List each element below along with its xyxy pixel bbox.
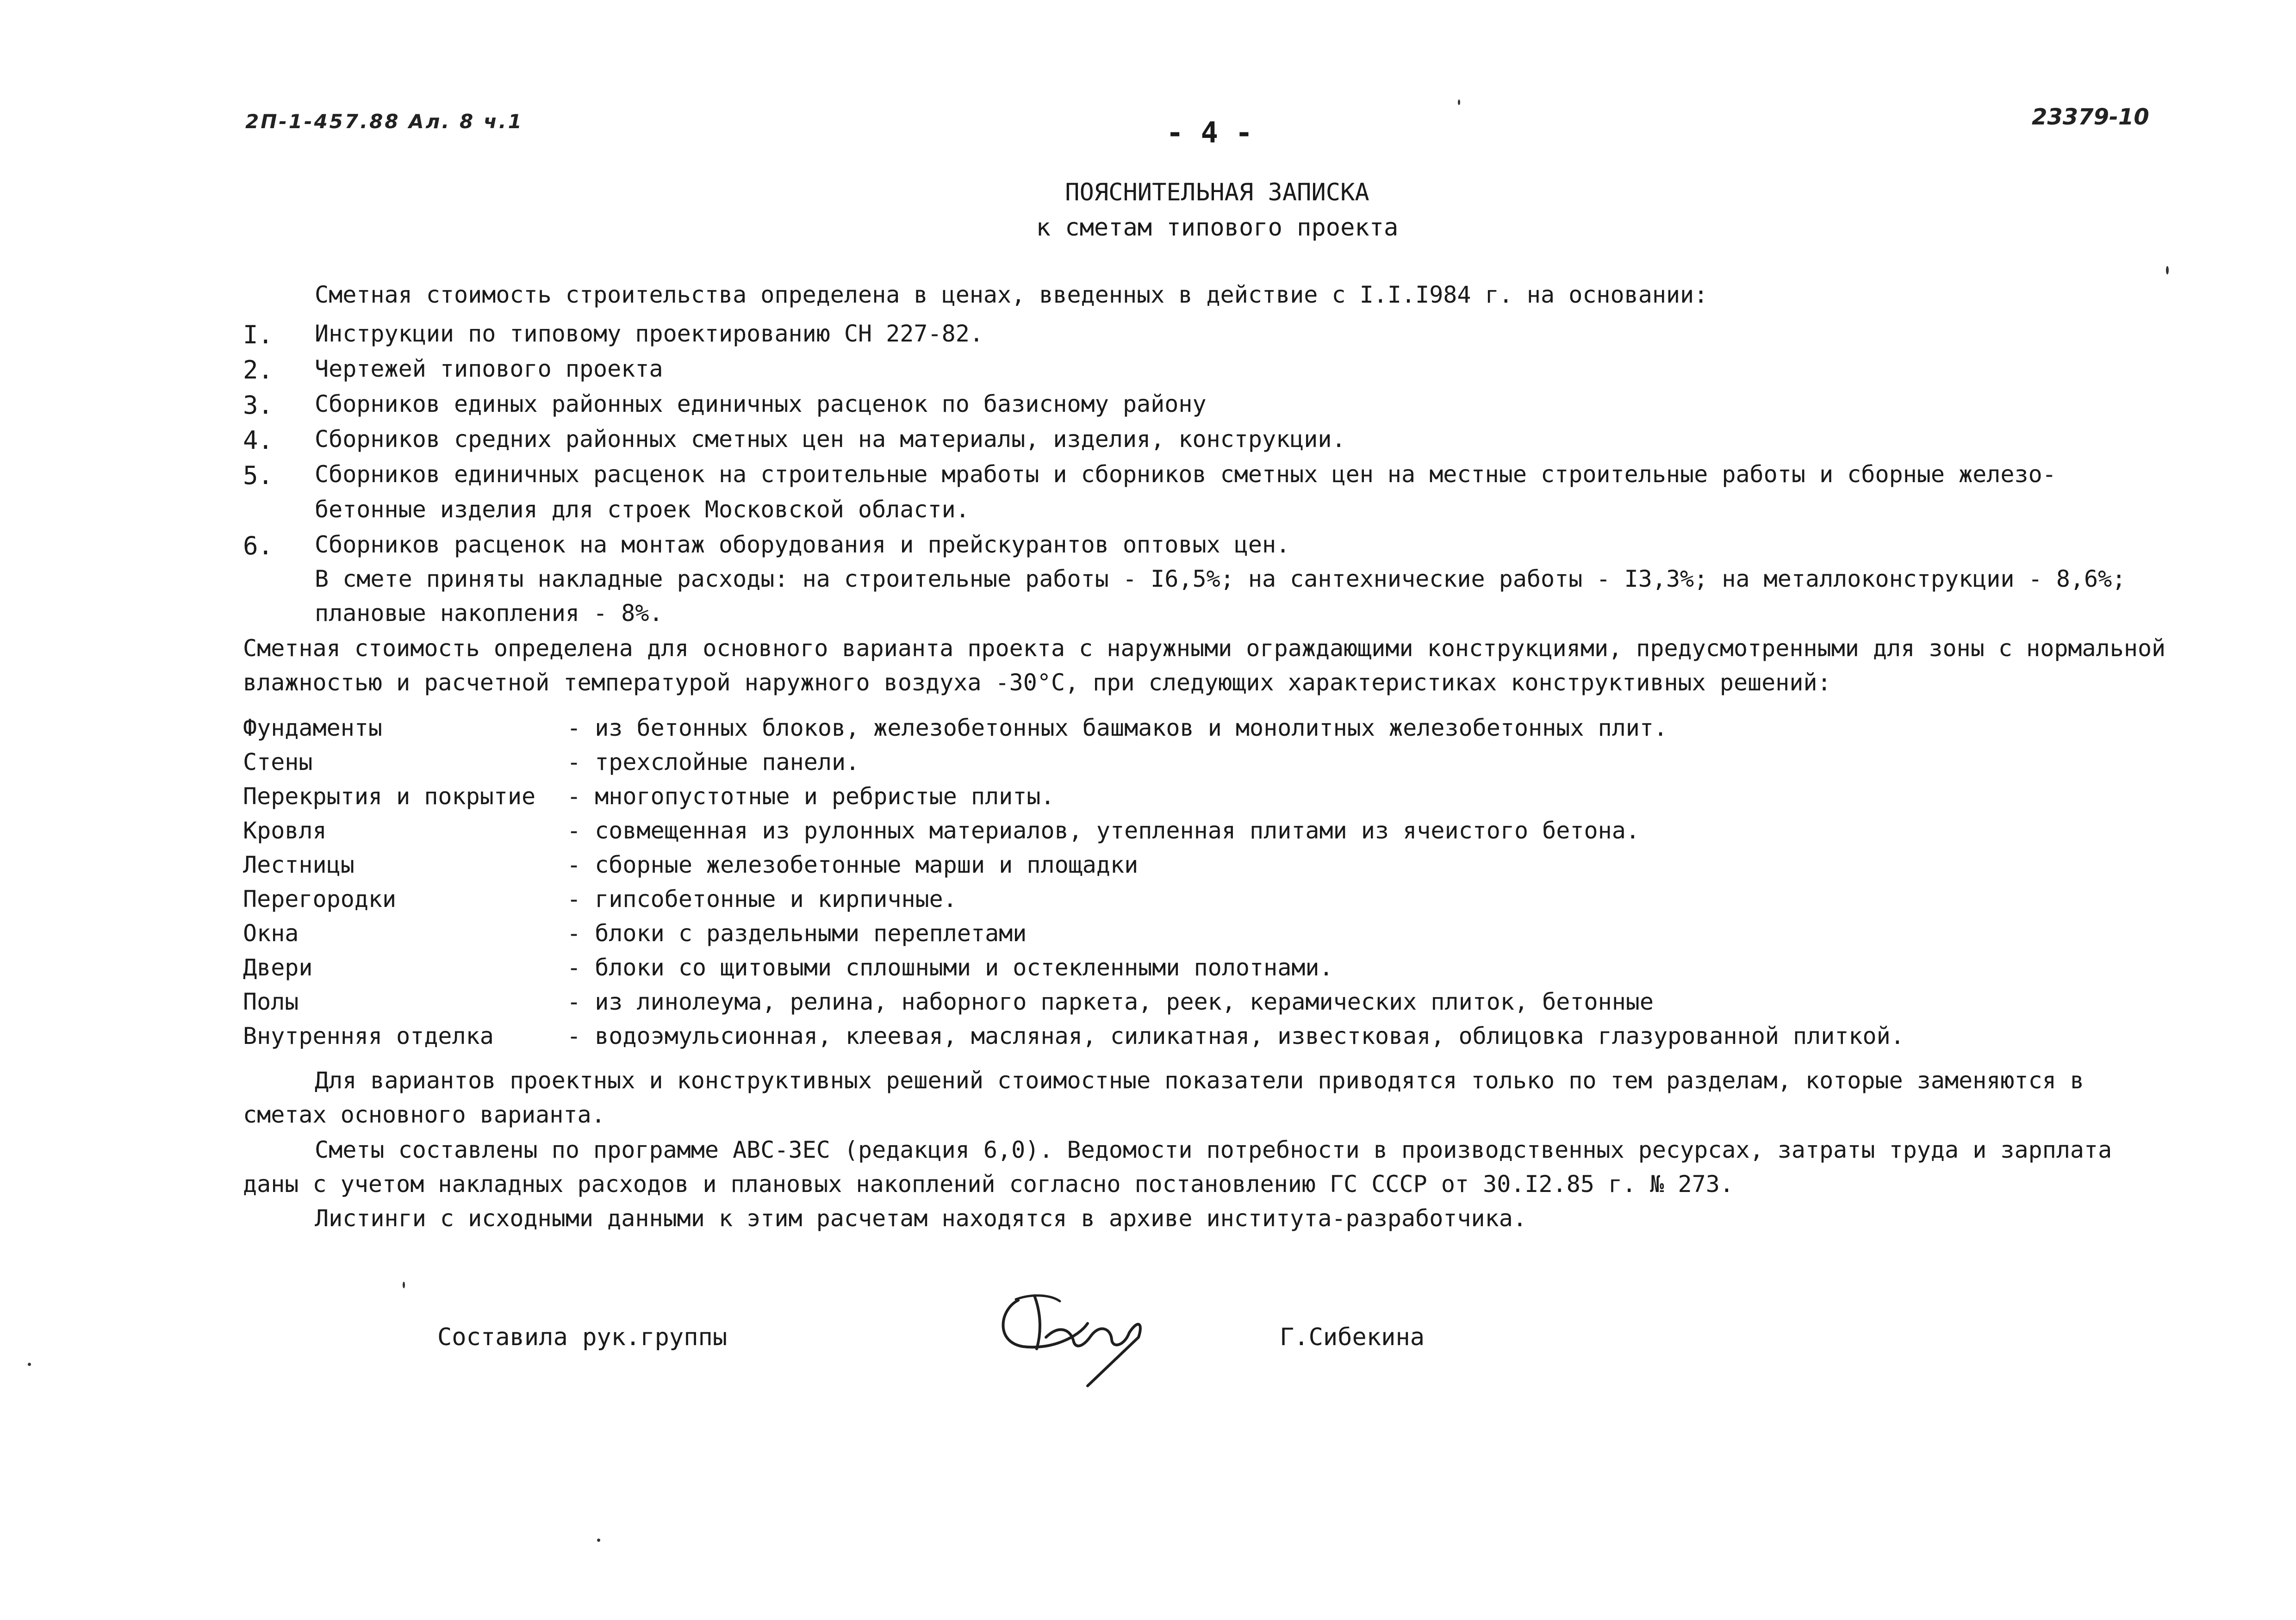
intro-paragraph: Сметная стоимость строительства определена в ценах, введенных в действие с I.I.I984 г. на основании: xyxy=(315,281,1708,308)
characteristic-description: - блоки с раздельными переплетами xyxy=(567,920,1027,947)
list-number: 6. xyxy=(243,531,274,560)
scan-speck xyxy=(597,1539,600,1542)
variants-paragraph-continuation: сметах основного варианта. xyxy=(243,1101,605,1128)
characteristic-term: Внутренняя отделка xyxy=(243,1023,494,1049)
scan-speck xyxy=(403,1282,405,1288)
listings-paragraph: Листинги с исходными данными к этим расчетам находятся в архиве института-разработчика. xyxy=(315,1205,1527,1232)
list-item: Сборников единичных расценок на строительные мработы и сборников сметных цен на местные строительные работы и сборные железо- xyxy=(315,461,2056,488)
characteristic-description: - водоэмульсионная, клеевая, масляная, силикатная, известковая, облицовка глазурованной плиткой. xyxy=(567,1023,1904,1049)
characteristic-description: - из бетонных блоков, железобетонных башмаков и монолитных железобетонных плит. xyxy=(567,714,1668,741)
characteristic-description: - многопустотные и ребристые плиты. xyxy=(567,783,1055,810)
characteristic-term: Полы xyxy=(243,988,299,1015)
document-subtitle: к сметам типового проекта xyxy=(1036,214,1399,242)
page-number: - 4 - xyxy=(1166,116,1253,149)
list-number: 2. xyxy=(243,355,274,385)
characteristic-term: Фундаменты xyxy=(243,714,383,741)
characteristic-description: - блоки со щитовыми сплошными и остекленными полотнами. xyxy=(567,954,1333,981)
characteristic-term: Перегородки xyxy=(243,886,397,912)
document-title: ПОЯСНИТЕЛЬНАЯ ЗАПИСКА xyxy=(1065,179,1369,206)
estimate-paragraph: Сметная стоимость определена для основного варианта проекта с наружными ограждающими конструкциями, предусмотренными для зоны с нормальной xyxy=(243,635,2166,662)
list-item: Сборников расценок на монтаж оборудования и прейскурантов оптовых цен. xyxy=(315,531,1290,558)
list-item: Инструкции по типовому проектированию СН 227-82. xyxy=(315,320,983,347)
characteristic-term: Лестницы xyxy=(243,851,355,878)
scan-speck xyxy=(2166,266,2169,274)
characteristic-description: - совмещенная из рулонных материалов, утепленная плитами из ячеистого бетона. xyxy=(567,817,1640,844)
handwritten-signature xyxy=(990,1268,1185,1390)
characteristic-term: Окна xyxy=(243,920,299,947)
overhead-rates-line: В смете приняты накладные расходы: на строительные работы - I6,5%; на сантехнические работы - I3,3%; на металлоконструкции - 8,6%; xyxy=(315,565,2126,592)
characteristic-term: Перекрытия и покрытие xyxy=(243,783,536,810)
estimate-paragraph-continuation: влажностью и расчетной температурой наружного воздуха -30°С, при следующих характеристиках конструктивных решений: xyxy=(243,669,1831,696)
list-number: 4. xyxy=(243,426,274,455)
list-item: Сборников средних районных сметных цен на материалы, изделия, конструкции. xyxy=(315,426,1346,453)
document-code: 2П-1-457.88 Ал. 8 ч.1 xyxy=(245,110,523,133)
program-paragraph: Сметы составлены по программе АВС-ЗЕС (редакция 6,0). Ведомости потребности в производственных ресурсах, затраты труда и зарплата xyxy=(315,1136,2112,1163)
list-item-continuation: бетонные изделия для строек Московской области. xyxy=(315,496,970,523)
characteristic-term: Двери xyxy=(243,954,313,981)
signature-label: Составила рук.группы xyxy=(437,1323,728,1351)
list-number: I. xyxy=(243,320,274,349)
program-paragraph-continuation: даны с учетом накладных расходов и плановых накоплений согласно постановлению ГС СССР от 30.I2.85 г. № 273. xyxy=(243,1171,1734,1198)
characteristic-term: Кровля xyxy=(243,817,327,844)
scan-speck xyxy=(28,1363,31,1366)
variants-paragraph: Для вариантов проектных и конструктивных решений стоимостные показатели приводятся только по тем разделам, которые заменяются в xyxy=(315,1067,2084,1094)
characteristic-description: - гипсобетонные и кирпичные. xyxy=(567,886,957,912)
inventory-number: 23379-10 xyxy=(2032,104,2149,130)
scan-speck xyxy=(1458,99,1460,105)
list-item: Сборников единых районных единичных расценок по базисному району xyxy=(315,391,1207,417)
list-number: 3. xyxy=(243,391,274,420)
characteristic-description: - сборные железобетонные марши и площадки xyxy=(567,851,1139,878)
characteristic-description: - из линолеума, релина, наборного паркета, реек, керамических плиток, бетонные xyxy=(567,988,1654,1015)
characteristic-description: - трехслойные панели. xyxy=(567,749,860,776)
characteristic-term: Стены xyxy=(243,749,313,776)
list-number: 5. xyxy=(243,461,274,490)
signatory-name: Г.Сибекина xyxy=(1280,1323,1425,1351)
list-item: Чертежей типового проекта xyxy=(315,355,663,382)
planned-savings-line: плановые накопления - 8%. xyxy=(315,600,663,627)
